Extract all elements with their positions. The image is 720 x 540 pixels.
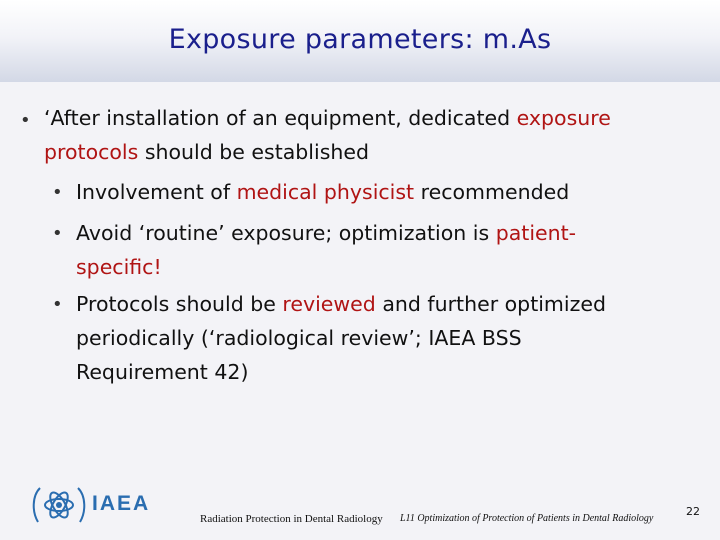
- sub-bullet-3-line3: Requirement 42): [76, 360, 249, 384]
- sub-bullet-3-line2: periodically (‘radiological review’; IAEA BSS: [76, 326, 522, 350]
- sub-bullet-marker-3: •: [52, 294, 63, 315]
- sub-bullet-1-text-end: recommended: [414, 180, 570, 204]
- sub-bullet-2-text: Avoid ‘routine’ exposure; optimization is: [76, 221, 496, 245]
- sub-bullet-2-line1: [76, 216, 576, 250]
- bullet-marker: •: [20, 110, 31, 131]
- sub-bullet-3-highlight: reviewed: [282, 292, 376, 316]
- sub-bullet-2-highlight: patient-: [495, 221, 577, 245]
- sub-bullet-2-highlight-2: specific!: [76, 255, 162, 279]
- footer-course-title: Radiation Protection in Dental Radiology: [200, 513, 383, 525]
- sub-bullet-marker-1: •: [52, 182, 63, 203]
- slide-title: Exposure parameters: m.As: [168, 24, 552, 55]
- sub-bullet-1: [76, 175, 569, 209]
- sub-bullet-marker-2: •: [52, 223, 63, 244]
- footer-lesson-title: L11 Optimization of Protection of Patients in Dental Radiology: [400, 513, 654, 524]
- bullet-main-highlight-2: protocols: [44, 140, 139, 164]
- sub-bullet-3-text: Protocols should be: [76, 292, 283, 316]
- page-number: 22: [686, 505, 700, 518]
- sub-bullet-1-highlight: medical physicist: [236, 180, 415, 204]
- sub-bullet-2-line2: [76, 250, 162, 284]
- sub-bullet-1-text: Involvement of: [76, 180, 237, 204]
- iaea-logo-icon: [30, 482, 88, 528]
- bullet-main-text: ‘After installation of an equipment, dedicated: [44, 106, 517, 130]
- bullet-main-line2: [44, 135, 369, 169]
- bullet-main-highlight: exposure: [516, 106, 611, 130]
- iaea-logo-text: IAEA: [92, 492, 151, 515]
- bullet-main-text-2: should be established: [138, 140, 369, 164]
- bullet-main-line1: [44, 101, 611, 135]
- sub-bullet-3-line1: [76, 287, 606, 321]
- sub-bullet-3-text-end: and further optimized: [375, 292, 606, 316]
